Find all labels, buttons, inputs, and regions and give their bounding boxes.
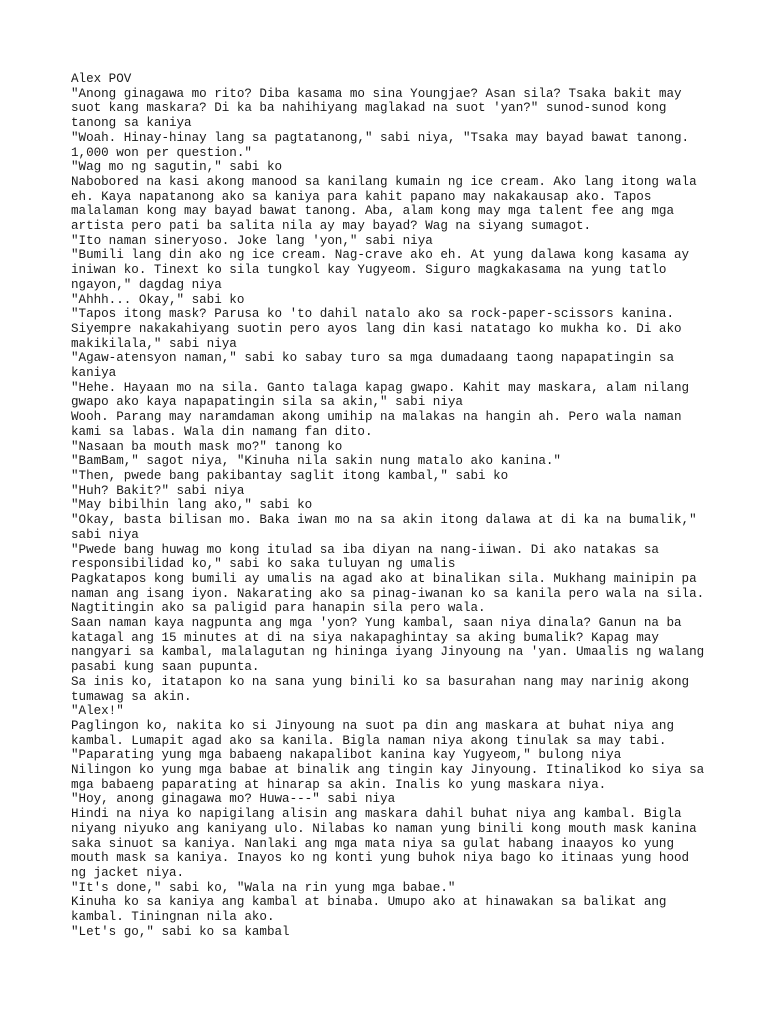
paragraph: "Paparating yung mga babaeng nakapalibot kanina kay Yugyeom," bulong niya: [71, 748, 622, 763]
paragraph: Saan naman kaya nagpunta ang mga 'yon? Yung kambal, saan niya dinala? Ganun na ba katagal ang 15 minutes at di na siya nakapaghintay sa aking bumalik? Kapag may nangyari sa kambal, malalagutan ng hininga iyang Jinyoung na 'yan. Umaalis ng walang pasabi kung saan pupunta.: [71, 616, 712, 675]
paragraph: Kinuha ko sa kaniya ang kambal at binaba. Umupo ako at hinawakan sa balikat ang kambal. Tiningnan nila ako.: [71, 895, 675, 925]
paragraph: "Tapos itong mask? Parusa ko 'to dahil natalo ako sa rock-paper-scissors kanina. Siyempre nakakahiyang suotin pero ayos lang din kasi natatago ko mukha ko. Di ako makikilala," sabi niya: [71, 307, 690, 351]
paragraph: "Pwede bang huwag mo kong itulad sa iba diyan na nang-iiwan. Di ako natakas sa responsibilidad ko," sabi ko saka tuluyan ng umalis: [71, 542, 667, 572]
paragraph: Wooh. Parang may naramdaman akong umihip na malakas na hangin ah. Pero wala naman kami sa labas. Wala din namang fan dito.: [71, 410, 690, 439]
paragraph: "Wag mo ng sagutin," sabi ko: [71, 160, 283, 175]
paragraph: "Alex!": [71, 704, 124, 719]
paragraph: "Okay, basta bilisan mo. Baka iwan mo na sa akin itong dalawa at di ka na bumalik," sabi niya: [71, 513, 705, 542]
paragraph: "Then, pwede bang pakibantay saglit itong kambal," sabi ko: [71, 468, 509, 483]
paragraph: "Ahhh... Okay," sabi ko: [71, 292, 245, 307]
paragraph: "BamBam," sagot niya, "Kinuha nila sakin nung matalo ako kanina.": [71, 454, 561, 469]
paragraph: "Nasaan ba mouth mask mo?" tanong ko: [71, 439, 343, 454]
paragraph: Nilingon ko yung mga babae at binalik ang tingin kay Jinyoung. Itinalikod ko siya sa mga babaeng paparating at hinarap sa akin. Inalis ko yung maskara niya.: [71, 763, 712, 792]
paragraph: "Woah. Hinay-hinay lang sa pagtatanong," sabi niya, "Tsaka may bayad bawat tanong. 1,000 won per question.": [71, 130, 697, 160]
paragraph: Paglingon ko, nakita ko si Jinyoung na suot pa din ang maskara at buhat niya ang kambal. Lumapit agad ako sa kanila. Bigla naman niya akong tinulak sa may tabi.: [71, 718, 682, 748]
paragraph: Nabobored na kasi akong manood sa kanilang kumain ng ice cream. Ako lang itong wala eh. Kaya napatanong ako sa kaniya para kahit papano may nakakausap ako. Tapos malalaman kong may bayad bawat tanong. Aba, alam kong may mga talent fee ang mga artista pero pati ba salita nila ay may bayad? Wag na siyang sumagot.: [71, 174, 705, 234]
paragraph: "Bumili lang din ako ng ice cream. Nag-crave ako eh. At yung dalawa kong kasama ay iniwan ko. Tinext ko sila tungkol kay Yugyeom. Siguro magkakasama na yung tatlo ngayon," dagdag niya: [71, 248, 697, 292]
paragraph: "Hehe. Hayaan mo na sila. Ganto talaga kapag gwapo. Kahit may maskara, alam nilang gwapo ako kaya napapatingin sila sa akin," sabi niya: [71, 380, 697, 410]
pov-heading: Alex POV: [71, 72, 132, 86]
paragraph: Hindi na niya ko napigilang alisin ang maskara dahil buhat niya ang kambal. Bigla niyang niyuko ang kaniyang ulo. Nilabas ko naman yung binili kong mouth mask kanina saka sinuot sa kaniya. Nanlaki ang mga mata niya sa gulat habang inaayos ko yung mouth mask sa kaniya. Inayos ko ng konti yung buhok niya bago ko itinaas yung hood ng jacket niya.: [71, 807, 705, 880]
paragraph: "Let's go," sabi ko sa kambal: [71, 924, 290, 939]
paragraph: "Ito naman sineryoso. Joke lang 'yon," sabi niya: [71, 233, 433, 248]
paragraph: "Hoy, anong ginagawa mo? Huwa---" sabi niya: [71, 792, 396, 807]
paragraph: "Agaw-atensyon naman," sabi ko sabay turo sa mga dumadaang taong napapatingin sa kaniya: [71, 351, 682, 381]
paragraph: Sa inis ko, itatapon ko na sana yung binili ko sa basurahan nang may narinig akong tumawag sa akin.: [71, 674, 697, 704]
paragraph: "Huh? Bakit?" sabi niya: [71, 483, 245, 498]
paragraph: "It's done," sabi ko, "Wala na rin yung mga babae.": [71, 880, 456, 895]
paragraph: "May bibilhin lang ako," sabi ko: [71, 498, 313, 513]
document-body: [71, 72, 711, 939]
paragraph: "Anong ginagawa mo rito? Diba kasama mo sina Youngjae? Asan sila? Tsaka bakit may suot kang maskara? Di ka ba nahihiyang maglakad na suot 'yan?" sunod-sunod kong tanong sa kaniya: [71, 86, 690, 131]
paragraph: Pagkatapos kong bumili ay umalis na agad ako at binalikan sila. Mukhang mainipin pa naman ang isang iyon. Nakarating ako sa pinag-iwanan ko sa kanila pero wala na sila. Nagtitingin ako sa paligid para hanapin sila pero wala.: [71, 571, 712, 616]
